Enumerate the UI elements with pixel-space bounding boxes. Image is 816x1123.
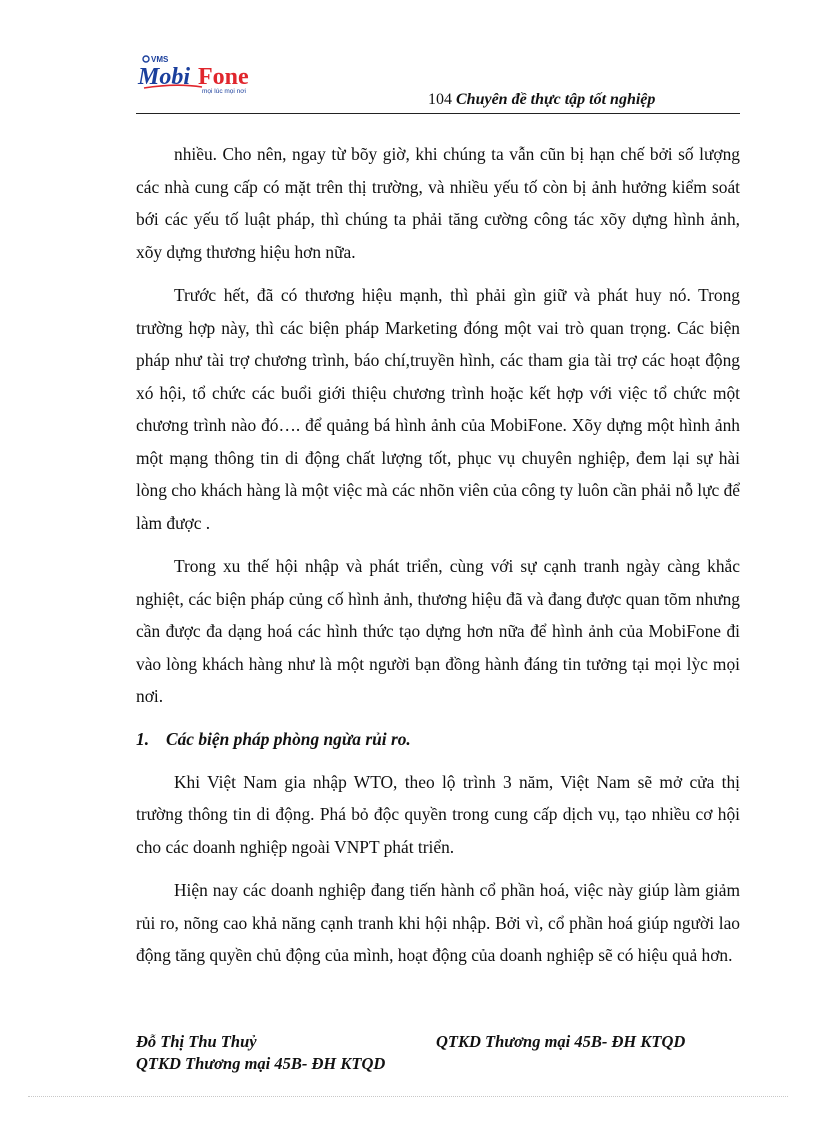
paragraph: Trước hết, đã có thương hiệu mạnh, thì phải gìn giữ và phát huy nó. Trong trường hợp này, thì các biện pháp Marketing đóng một vai trò quan trọng. Các biện pháp như tài trợ chương trình, báo chí,truyền hình, các tham gia tài trợ các hoạt động xó hội, tổ chức các buổi giới thiệu chương trình hoặc kết hợp với việc tổ chức một chương trình nào đó…. để quảng bá hình ảnh của MobiFone. Xõy dựng một hình ảnh một mạng thông tin di động chất lượng tốt, phục vụ chuyên nghiệp, đem lại sự hài lòng cho khách hàng là một việc mà các nhõn viên của công ty luôn cần phải nỗ lực để làm được .	[136, 285, 740, 533]
mobifone-logo	[136, 52, 276, 96]
page-number: 104	[428, 91, 452, 108]
report-title: Chuyên đề thực tập tốt nghiệp	[456, 91, 656, 108]
body-content	[136, 138, 740, 983]
paragraph: Khi Việt Nam gia nhập WTO, theo lộ trình 3 năm, Việt Nam sẽ mở cửa thị trường thông tin di động. Phá bỏ độc quyền trong cung cấp dịch vụ, tạo nhiều cơ hội cho các doanh nghiệp ngoài VNPT phát triển.	[136, 771, 740, 857]
logo-brand-fone: Fone	[198, 64, 249, 90]
header-divider	[136, 113, 740, 114]
section-heading	[136, 724, 740, 754]
section-heading-text: Các biện pháp phòng ngừa rủi ro.	[166, 728, 411, 749]
footer-author: Đỗ Thị Thu Thuỷ	[136, 1032, 257, 1051]
logo-small-text: VMS	[151, 55, 169, 64]
paragraph: Hiện nay các doanh nghiệp đang tiến hành cổ phần hoá, việc này giúp làm giảm rủi ro, nõng cao khả năng cạnh tranh khi hội nhập. Bởi vì, cổ phần hoá giúp người lao động tăng quyền chủ động của mình, hoạt động của doanh nghiệp sẽ có hiệu quả hơn.	[136, 880, 740, 965]
page-bottom-border	[28, 1096, 788, 1097]
section-heading-number: 1.	[136, 728, 150, 749]
header-title	[428, 90, 728, 110]
footer-class-right: QTKD Thương mại 45B- ĐH KTQD	[436, 1032, 686, 1051]
logo-brand-mobi: Mobi	[138, 64, 191, 90]
paragraph: nhiều. Cho nên, ngay từ bõy giờ, khi chúng ta vẫn cũn bị hạn chế bởi số lượng các nhà cung cấp có mặt trên thị trường, và nhiều yếu tố còn bị ảnh hưởng kiểm soát bới các yếu tố luật pháp, thì chúng ta phải tăng cường công tác xõy dựng hình ảnh, xõy dựng thương hiệu hơn nữa.	[136, 144, 740, 262]
logo-tagline: mọi lúc mọi nơi	[202, 88, 246, 95]
paragraph: Trong xu thế hội nhập và phát triển, cùng với sự cạnh tranh ngày càng khắc nghiệt, các biện pháp củng cố hình ảnh, thương hiệu đã và đang được quan tõm nhưng cần được đa dạng hoá các hình thức tạo dựng hơn nữa để hình ảnh của MobiFone đi vào lòng khách hàng như là một người bạn đồng hành đáng tin tưởng tại mọi lỳc mọi nơi.	[136, 556, 740, 706]
mobifone-logo-graphic	[136, 52, 276, 96]
footer-class-left: QTKD Thương mại 45B- ĐH KTQD	[136, 1054, 386, 1073]
